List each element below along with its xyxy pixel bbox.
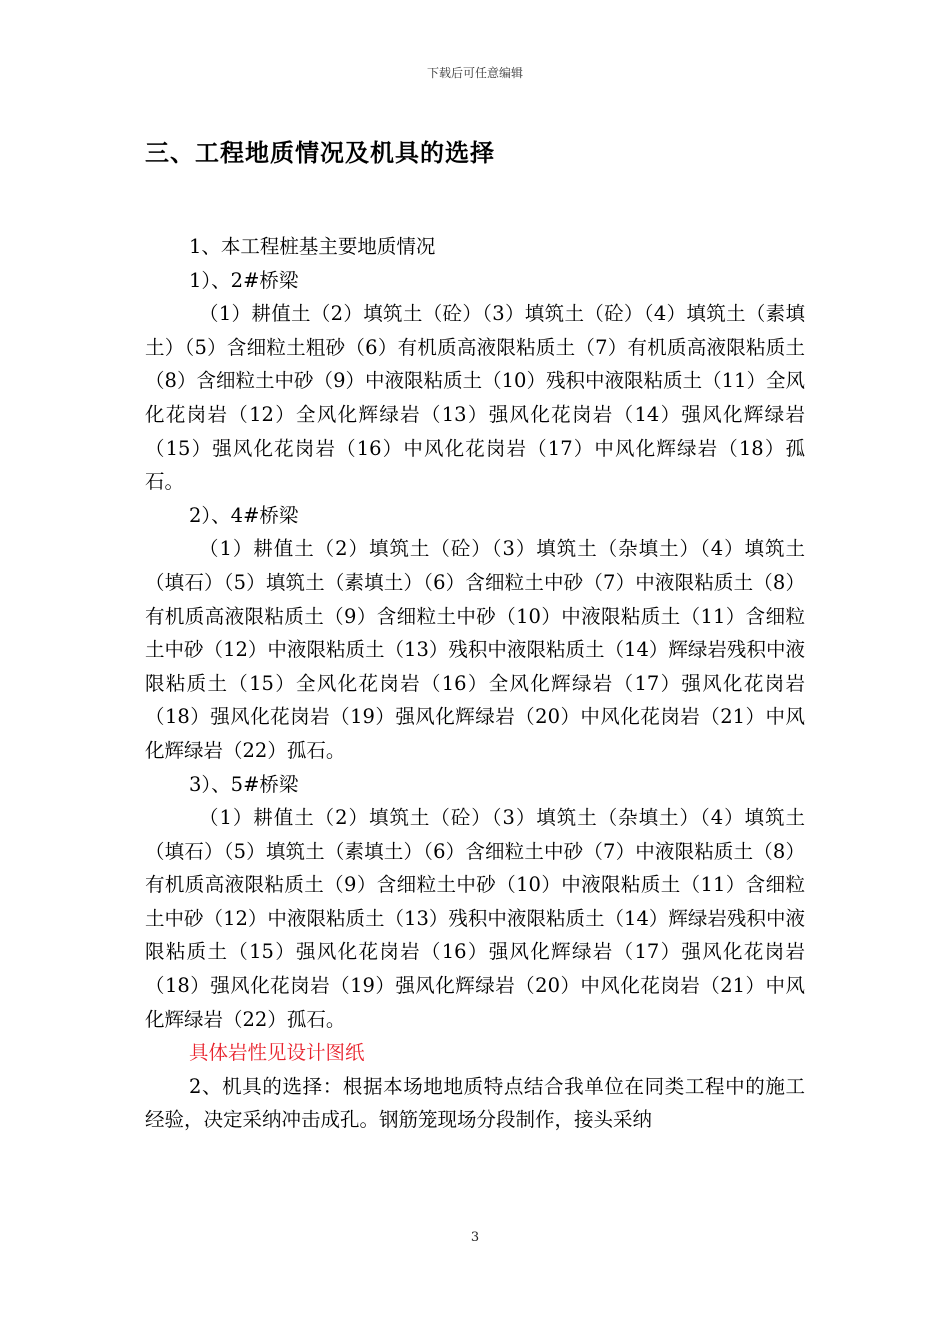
design-drawing-note: 具体岩性见设计图纸 bbox=[189, 1041, 365, 1065]
bridge-layers-5: （1）耕值土（2）填筑土（砼）（3）填筑土（杂填土）（4）填筑土（填石）（5）填筑土（素填土）（6）含细粒土中砂（7）中液限粘质土（8）有机质高液限粘质土（9）含细粒土中砂（10）中液限粘质土（11）含细粒土中砂（12）中液限粘质土（13）残积中液限粘质土（14）辉绿岩残积中液限粘质土（15）强风化花岗岩（16）强风化辉绿岩（17）强风化花岗岩（18）强风化花岗岩（19）强风化辉绿岩（20）中风化花岗岩（21）中风化辉绿岩（22）孤石。 bbox=[145, 806, 805, 1031]
page-header-note: 下载后可任意编辑 bbox=[426, 66, 523, 80]
bridge-label-5: 3）、5#桥梁 bbox=[189, 772, 299, 796]
bridge-label-2: 1）、2#桥梁 bbox=[189, 268, 299, 292]
bridge-label-4: 2）、4#桥梁 bbox=[189, 503, 299, 527]
bridge-layers-4: （1）耕值土（2）填筑土（砼）（3）填筑土（杂填土）（4）填筑土（填石）（5）填筑土（素填土）（6）含细粒土中砂（7）中液限粘质土（8）有机质高液限粘质土（9）含细粒土中砂（10）中液限粘质土（11）含细粒土中砂（12）中液限粘质土（13）残积中液限粘质土（14）辉绿岩残积中液限粘质土（15）全风化花岗岩（16）全风化辉绿岩（17）强风化花岗岩（18）强风化花岗岩（19）强风化辉绿岩（20）中风化花岗岩（21）中风化辉绿岩（22）孤石。 bbox=[145, 537, 805, 762]
section-title: 三、工程地质情况及机具的选择 bbox=[145, 138, 495, 167]
bridge-layers-2: （1）耕值土（2）填筑土（砼）（3）填筑土（砼）（4）填筑土（素填土）（5）含细粒土粗砂（6）有机质高液限粘质土（7）有机质高液限粘质土（8）含细粒土中砂（9）中液限粘质土（10）残积中液限粘质土（11）全风化花岗岩（12）全风化辉绿岩（13）强风化花岗岩（14）强风化辉绿岩（15）强风化花岗岩（16）中风化花岗岩（17）中风化辉绿岩（18）孤石。 bbox=[145, 302, 805, 494]
page-number: 3 bbox=[470, 1230, 480, 1245]
machinery-selection: 2、机具的选择：根据本场地地质特点结合我单位在同类工程中的施工经验，决定采纳冲击成孔。钢筋笼现场分段制作，接头采纳 bbox=[145, 1074, 805, 1132]
geology-heading: 1、本工程桩基主要地质情况 bbox=[189, 235, 436, 258]
document-body bbox=[145, 230, 805, 1137]
